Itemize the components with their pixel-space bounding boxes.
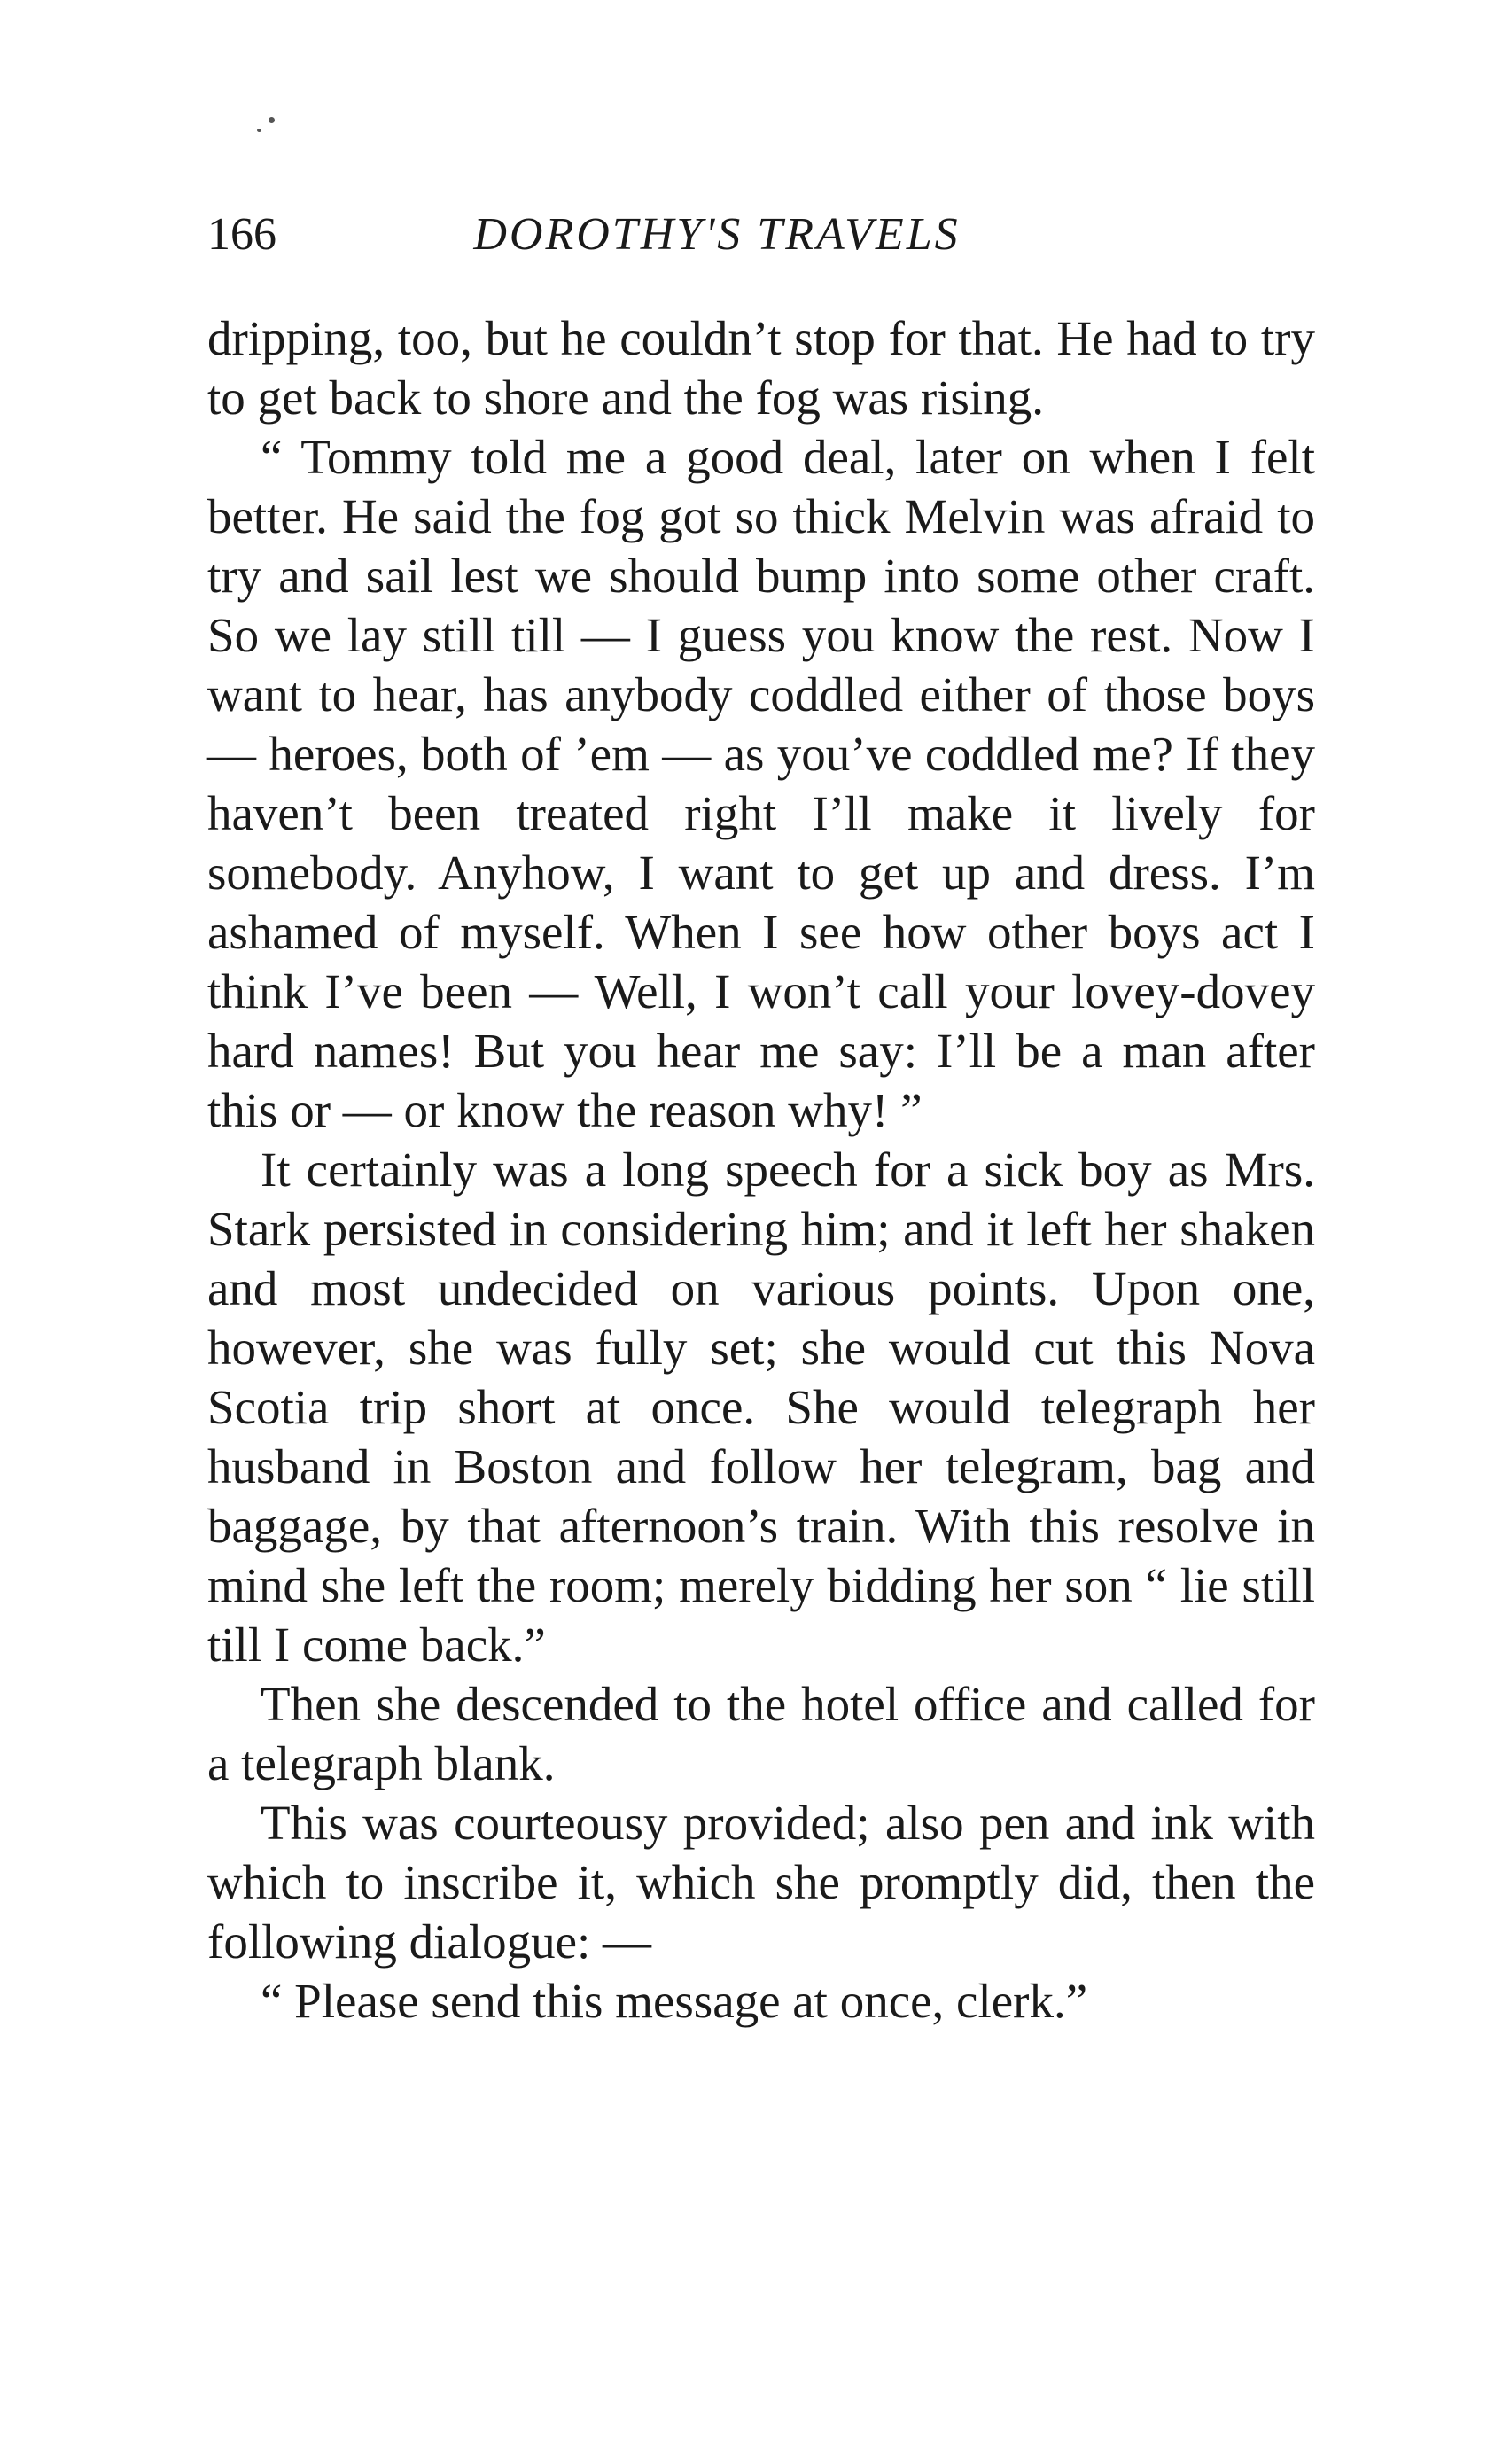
page-header (207, 199, 1315, 270)
paragraph: It certainly was a long speech for a sick boy as Mrs. Stark persisted in considering him; and it left her shaken and most undecided on various points. Upon one, however, she was fully set; she would cut this Nova Scotia trip short at once. She would telegraph her husband in Boston and follow her telegram, bag and baggage, by that afternoon’s train. With this resolve in mind she left the room; merely bidding her son “ lie still till I come back.” (207, 1142, 1315, 1672)
paragraph: Then she descended to the hotel office and called for a telegraph blank. (207, 1677, 1315, 1790)
paragraph: dripping, too, but he couldn’t stop for that. He had to try to get back to shore and the fog was rising. (207, 311, 1315, 425)
paragraph: This was courteousy provided; also pen and ink with which to inscribe it, which she promptly did, then the following dialogue: — (207, 1796, 1315, 1969)
body-text (207, 308, 1315, 2031)
page-number: 166 (207, 209, 276, 260)
print-speck (257, 129, 261, 132)
running-title: DOROTHY'S TRAVELS (473, 209, 961, 260)
paragraph: “ Please send this message at once, clerk.” (261, 1974, 1088, 2028)
print-speck (269, 117, 275, 123)
paragraph: “ Tommy told me a good deal, later on when I felt better. He said the fog got so thick Melvin was afraid to try and sail lest we should bump into some other craft. So we lay still till — I guess you know the rest. Now I want to hear, has anybody coddled either of those boys — heroes, both of ’em — as you’ve coddled me? If they haven’t been treated right I’ll make it lively for somebody. Anyhow, I want to get up and dress. I’m ashamed of myself. When I see how other boys act I think I’ve been — Well, I won’t call your lovey-dovey hard names! But you hear me say: I’ll be a man after this or — or know the reason why! ” (207, 430, 1315, 1137)
